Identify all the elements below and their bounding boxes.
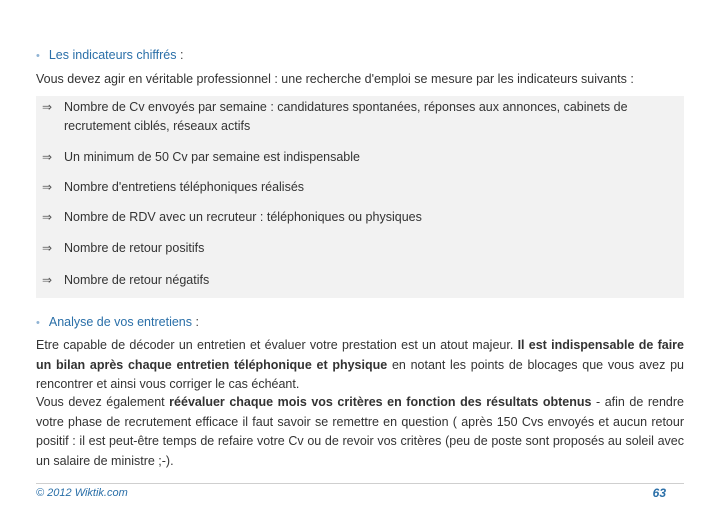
list-item-text: Nombre de Cv envoyés par semaine : candidatures spontanées, réponses aux annonces, cabinets de recrutement ciblés, réseaux actifs (64, 100, 628, 133)
heading-suffix: : (192, 315, 199, 329)
list-item-text: Nombre de retour négatifs (64, 273, 210, 287)
arrow-right-icon: ⇒ (42, 180, 53, 194)
list-item-text: Nombre de RDV avec un recruteur : téléphoniques ou physiques (64, 210, 422, 224)
list-item-text: Un minimum de 50 Cv par semaine est indispensable (64, 150, 360, 164)
list-item (42, 239, 654, 258)
footer-divider (36, 483, 684, 484)
arrow-right-icon: ⇒ (42, 273, 53, 287)
arrow-right-icon: ⇒ (42, 100, 53, 114)
page-number: 63 (652, 486, 666, 500)
analysis-paragraph-2 (36, 393, 684, 471)
arrow-right-icon: ⇒ (42, 150, 53, 164)
indicator-list-box (36, 96, 684, 298)
section-heading-indicateurs (36, 48, 183, 62)
footer-copyright: © 2012 Wiktik.com (36, 487, 128, 499)
paragraph-bold-text: Il est indispensable de faire un bilan après chaque entretien téléphonique et physique (36, 338, 684, 372)
bullet-icon: • (36, 317, 40, 329)
paragraph-text: Etre capable de décoder un entretien et évaluer votre prestation est un atout majeur. (36, 338, 518, 352)
analysis-paragraph-1 (36, 336, 684, 395)
list-item (42, 148, 654, 167)
heading-text: Les indicateurs chiffrés (48, 48, 177, 62)
heading-suffix: : (176, 48, 184, 62)
list-item-text: Nombre de retour positifs (64, 241, 205, 255)
paragraph-bold-text: réévaluer chaque mois vos critères en fonction des résultats obtenus (169, 395, 592, 409)
intro-paragraph: Vous devez agir en véritable professionnel : une recherche d'emploi se mesure par les indicateurs suivants : (36, 72, 634, 86)
paragraph-text: - afin de rendre votre phase de recrutement efficace il faut savoir se remettre en question ( après 150 Cvs envoyés et aucun retour positif : il est peut-être temps de refaire votre Cv ou de revoir vos critères (peu de poste sont proposés au soleil avec un salaire de ministre ;-). (36, 395, 685, 468)
list-item (42, 208, 654, 227)
arrow-right-icon: ⇒ (42, 241, 53, 255)
paragraph-text: Vous devez également (36, 395, 170, 409)
list-item (42, 98, 654, 136)
heading-text: Analyse de vos entretiens (48, 315, 192, 329)
bullet-icon: • (36, 50, 40, 62)
paragraph-text: en notant les points de blocages que vous avez pu rencontrer et ainsi vous corriger le cas échéant. (36, 357, 685, 391)
list-item (42, 178, 654, 197)
list-item (42, 271, 654, 290)
arrow-right-icon: ⇒ (42, 210, 53, 224)
section-heading-analyse (36, 315, 199, 329)
list-item-text: Nombre d'entretiens téléphoniques réalisés (64, 180, 305, 194)
